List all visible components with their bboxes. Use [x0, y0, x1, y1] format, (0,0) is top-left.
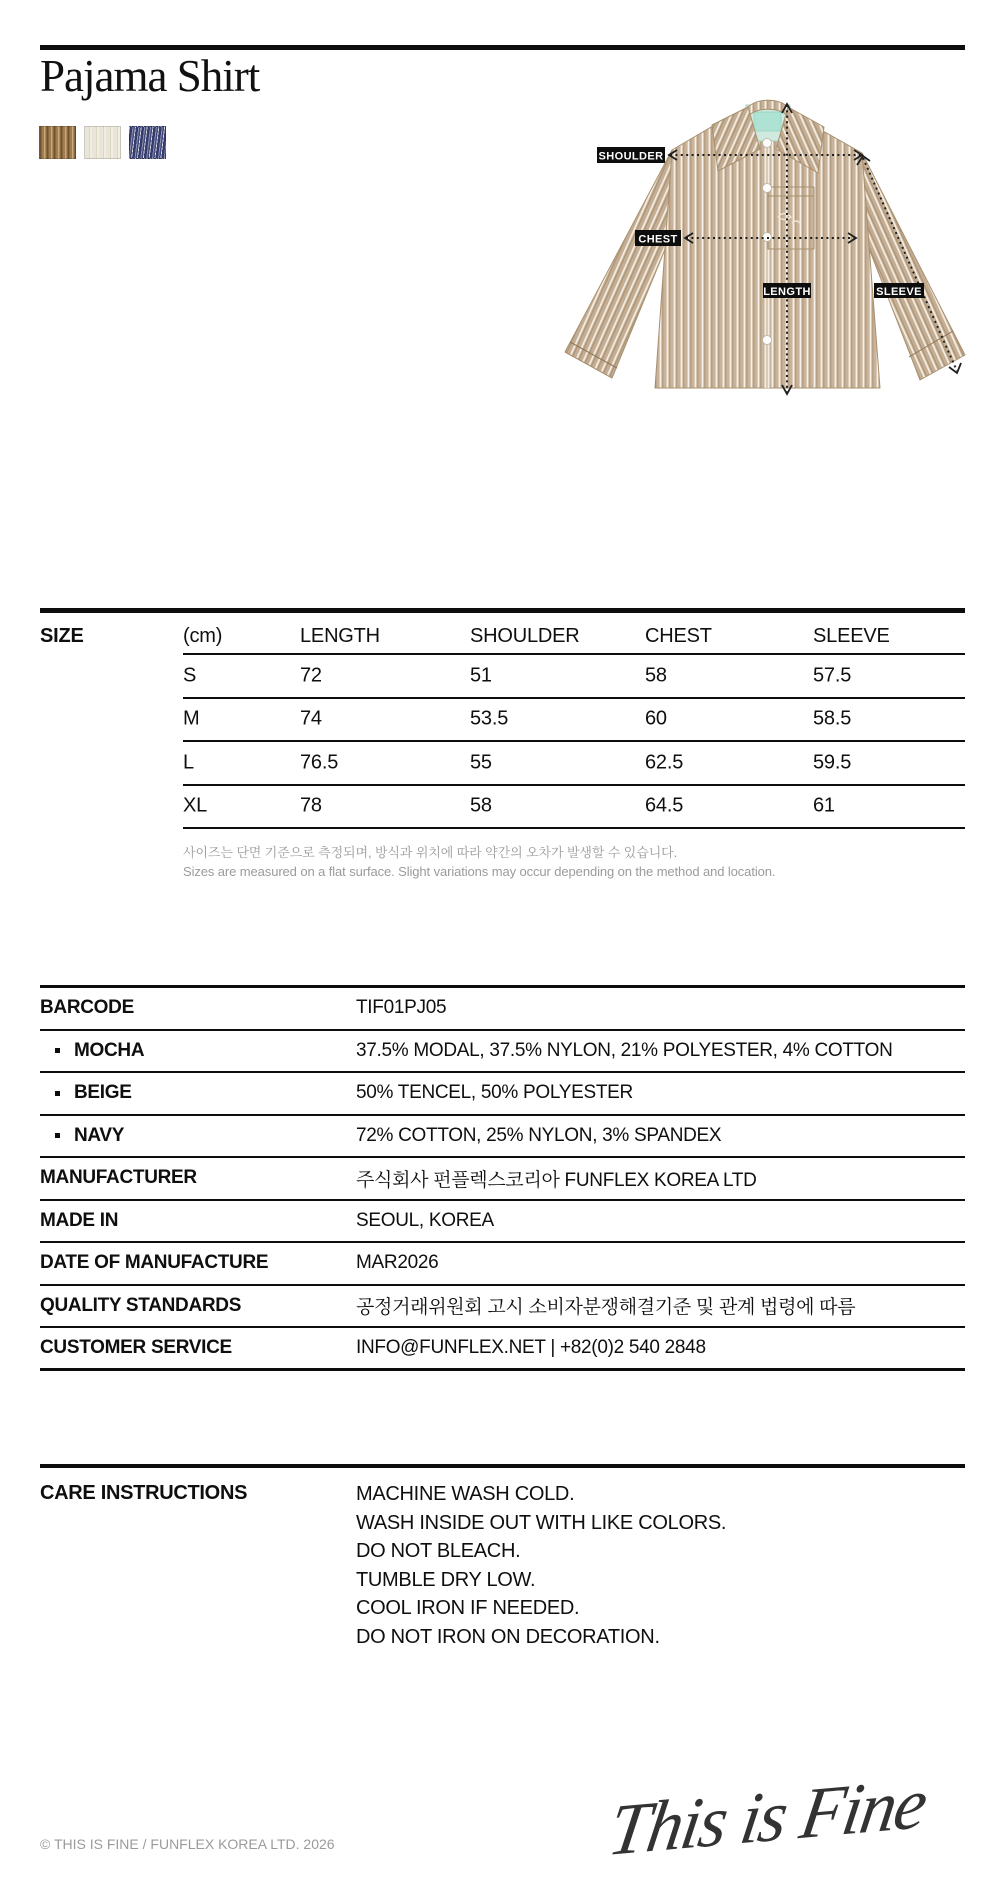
spec-row-customer-service	[40, 1328, 965, 1371]
size-cell: 78	[300, 794, 322, 817]
size-cell: M	[183, 707, 200, 730]
size-chart-header	[40, 613, 965, 653]
size-cell: 55	[470, 751, 492, 774]
spec-label-text: BEIGE	[74, 1082, 132, 1104]
size-cell: 51	[470, 664, 492, 687]
spec-label: BARCODE	[40, 997, 134, 1019]
spec-label	[40, 1082, 356, 1104]
size-cell: 76.5	[300, 751, 339, 774]
bullet-icon	[55, 1091, 60, 1096]
spec-row-quality	[40, 1286, 965, 1329]
color-swatches	[39, 126, 166, 159]
swatch-beige[interactable]	[84, 126, 121, 159]
spec-row-beige	[40, 1073, 965, 1116]
spec-value: TIF01PJ05	[356, 997, 447, 1019]
size-cell: 58.5	[813, 707, 852, 730]
size-cell: 64.5	[645, 794, 684, 817]
brand-script-logo: This is Fine	[603, 1762, 932, 1872]
size-chart-rows	[183, 653, 965, 829]
size-cell: 59.5	[813, 751, 852, 774]
spec-value: INFO@FUNFLEX.NET | +82(0)2 540 2848	[356, 1336, 706, 1358]
swatch-mocha[interactable]	[39, 126, 76, 159]
size-cell: 58	[470, 794, 492, 817]
size-cell: 72	[300, 664, 322, 687]
spec-row-date	[40, 1243, 965, 1286]
spec-row-manufacturer	[40, 1158, 965, 1201]
size-row-m	[183, 697, 965, 741]
spec-value: 주식회사 펀플렉스코리아 FUNFLEX KOREA LTD	[356, 1169, 757, 1191]
size-chart	[40, 608, 965, 829]
care-label: CARE INSTRUCTIONS	[40, 1482, 248, 1504]
care-line: DO NOT BLEACH.	[356, 1540, 521, 1562]
spec-value: 공정거래위원회 고시 소비자분쟁해결기준 및 관계 법령에 따름	[356, 1297, 856, 1319]
bullet-icon	[55, 1048, 60, 1053]
care-line: COOL IRON IF NEEDED.	[356, 1597, 580, 1619]
swatch-navy[interactable]	[129, 126, 166, 159]
care-line: DO NOT IRON ON DECORATION.	[356, 1625, 660, 1648]
spec-row-barcode	[40, 988, 965, 1031]
care-line: WASH INSIDE OUT WITH LIKE COLORS.	[356, 1511, 727, 1534]
size-chart-title: SIZE	[40, 625, 84, 647]
size-cell: 57.5	[813, 664, 852, 687]
col-sleeve: SLEEVE	[813, 625, 890, 647]
spec-label: MADE IN	[40, 1209, 119, 1231]
spec-value: SEOUL, KOREA	[356, 1209, 494, 1231]
spec-label-text: NAVY	[74, 1124, 125, 1146]
length-measure-label: LENGTH	[763, 286, 811, 298]
size-cell: 61	[813, 794, 835, 817]
size-row-l	[183, 740, 965, 784]
size-cell: 60	[645, 707, 667, 730]
col-chest: CHEST	[645, 625, 712, 647]
spec-table	[40, 985, 965, 1371]
spec-row-navy	[40, 1116, 965, 1159]
care-line: MACHINE WASH COLD.	[356, 1483, 575, 1505]
spec-value: 72% COTTON, 25% NYLON, 3% SPANDEX	[356, 1124, 722, 1146]
chest-pocket	[768, 187, 814, 249]
spec-row-mocha	[40, 1031, 965, 1074]
size-cell: S	[183, 664, 197, 687]
sleeve-measure-label: SLEEVE	[876, 286, 922, 298]
spec-row-made-in	[40, 1201, 965, 1244]
size-cell: 53.5	[470, 707, 509, 730]
size-cell: 74	[300, 707, 322, 730]
pajama-shirt-illustration	[565, 100, 965, 388]
spec-value: 50% TENCEL, 50% POLYESTER	[356, 1082, 633, 1104]
size-note-ko: 사이즈는 단면 기준으로 측정되며, 방식과 위치에 따라 약간의 오차가 발생할 수 있습니다.	[183, 845, 678, 860]
care-lines	[356, 1480, 726, 1651]
size-cell: 62.5	[645, 751, 684, 774]
spec-label: QUALITY STANDARDS	[40, 1294, 242, 1316]
spec-label-text: MOCHA	[74, 1039, 145, 1061]
spec-label: CUSTOMER SERVICE	[40, 1336, 232, 1358]
shoulder-measure-label: SHOULDER	[598, 150, 664, 163]
size-row-s	[183, 653, 965, 697]
spec-value: MAR2026	[356, 1252, 439, 1274]
size-note	[183, 844, 775, 881]
chest-measure-label: CHEST	[638, 233, 678, 246]
size-cell: L	[183, 751, 194, 774]
size-unit: (cm)	[183, 625, 223, 647]
size-note-en: Sizes are measured on a flat surface. Slight variations may occur depending on the method and location.	[183, 863, 776, 879]
col-length: LENGTH	[300, 625, 380, 647]
bullet-icon	[55, 1133, 60, 1138]
spec-label: DATE OF MANUFACTURE	[40, 1252, 269, 1274]
size-cell: 58	[645, 664, 667, 687]
care-line: TUMBLE DRY LOW.	[356, 1568, 536, 1591]
spec-value: 37.5% MODAL, 37.5% NYLON, 21% POLYESTER, 4% COTTON	[356, 1039, 893, 1061]
care-section	[40, 1468, 965, 1651]
size-row-xl	[183, 784, 965, 828]
page-title: Pajama Shirt	[40, 51, 260, 101]
copyright: © THIS IS FINE / FUNFLEX KOREA LTD. 2026	[40, 1836, 335, 1852]
spec-label	[40, 1040, 356, 1062]
spec-label	[40, 1125, 356, 1147]
col-shoulder: SHOULDER	[470, 625, 580, 647]
size-cell: XL	[183, 794, 208, 817]
product-measurement-diagram	[440, 55, 1000, 400]
spec-label: MANUFACTURER	[40, 1167, 197, 1189]
top-rule	[40, 45, 965, 50]
